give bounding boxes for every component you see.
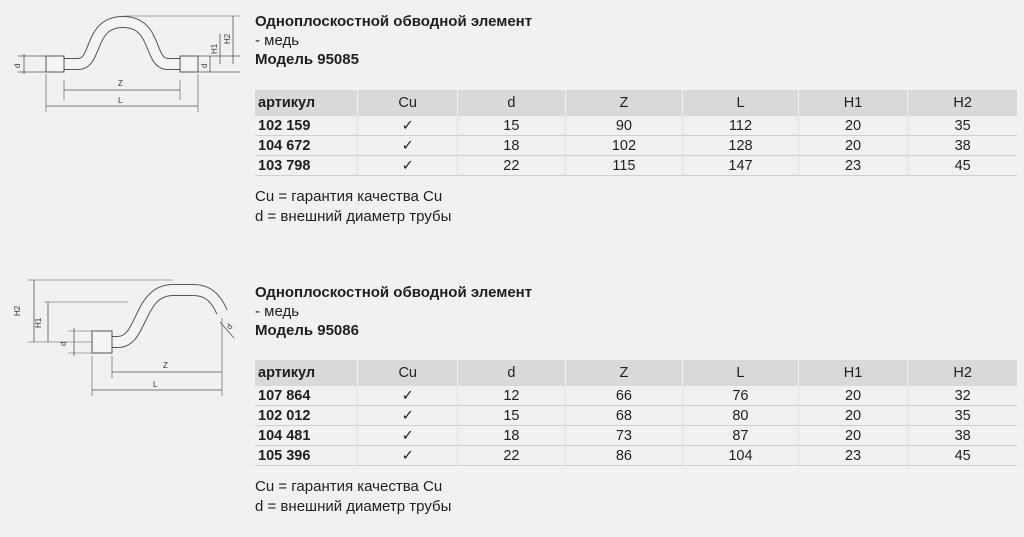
material-line: - медь — [255, 303, 300, 320]
dim-h1: H1 — [210, 43, 219, 54]
cell-z: 73 — [565, 426, 682, 446]
cell-h1: 20 — [798, 426, 908, 446]
col-d: d — [458, 360, 566, 386]
model-name: Модель 95086 — [255, 322, 359, 339]
crossover-drawing-95086 — [8, 268, 248, 408]
cell-z: 115 — [565, 156, 683, 176]
cell-d: 15 — [458, 406, 566, 426]
cell-z: 86 — [565, 446, 682, 466]
dim-h1: H1 — [34, 317, 43, 328]
table-header-row — [255, 90, 1017, 116]
crossover-drawing-95085 — [8, 8, 248, 118]
cell-article: 107 864 — [255, 386, 358, 406]
col-article: артикул — [255, 360, 358, 386]
col-l: L — [683, 90, 799, 116]
cell-d: 18 — [458, 136, 566, 156]
cell-d: 15 — [458, 116, 566, 136]
cell-h1: 23 — [798, 446, 908, 466]
cell-cu-check: ✓ — [358, 386, 458, 406]
col-h1: H1 — [798, 360, 908, 386]
dim-d-left: d — [59, 341, 68, 346]
cell-l: 147 — [683, 156, 799, 176]
product-title: Одноплоскостной обводной элемент — [255, 284, 533, 301]
cell-cu-check: ✓ — [358, 156, 458, 176]
cell-h2: 35 — [908, 406, 1017, 426]
cell-d: 12 — [458, 386, 566, 406]
note-d: d = внешний диаметр трубы — [255, 208, 452, 225]
cell-article: 102 012 — [255, 406, 358, 426]
note-cu: Cu = гарантия качества Cu — [255, 188, 443, 205]
cell-cu-check: ✓ — [358, 136, 458, 156]
table-row — [255, 386, 1017, 406]
cell-h2: 45 — [908, 446, 1017, 466]
spec-table — [255, 90, 1017, 176]
cell-cu-check: ✓ — [358, 446, 458, 466]
cell-cu-check: ✓ — [358, 406, 458, 426]
cell-l: 76 — [683, 386, 799, 406]
cell-article: 104 672 — [255, 136, 358, 156]
table-row — [255, 136, 1017, 156]
product-info — [255, 12, 532, 70]
col-d: d — [458, 90, 566, 116]
dim-z: Z — [163, 361, 168, 370]
col-h2: H2 — [908, 90, 1017, 116]
col-h1: H1 — [798, 90, 908, 116]
cell-d: 22 — [458, 156, 566, 176]
cell-h2: 38 — [908, 136, 1017, 156]
cell-article: 103 798 — [255, 156, 358, 176]
cell-cu-check: ✓ — [358, 426, 458, 446]
material-line: - медь — [255, 32, 300, 49]
dim-z: Z — [118, 79, 123, 88]
notes — [255, 477, 451, 517]
dim-l: L — [118, 96, 123, 105]
table-header-row — [255, 360, 1017, 386]
cell-h1: 20 — [798, 406, 908, 426]
cell-h2: 32 — [908, 386, 1017, 406]
cell-l: 112 — [683, 116, 799, 136]
cell-h1: 20 — [798, 386, 908, 406]
cell-z: 68 — [565, 406, 682, 426]
table-row — [255, 156, 1017, 176]
crossover-diagram — [8, 268, 248, 408]
table-row — [255, 426, 1017, 446]
cell-d: 18 — [458, 426, 566, 446]
crossover-diagram — [8, 8, 248, 118]
cell-article: 102 159 — [255, 116, 358, 136]
dim-d-right: d — [224, 322, 235, 332]
table-row — [255, 446, 1017, 466]
spec-table — [255, 360, 1017, 466]
cell-z: 66 — [565, 386, 682, 406]
col-z: Z — [565, 360, 682, 386]
notes — [255, 187, 451, 227]
note-d: d = внешний диаметр трубы — [255, 498, 452, 515]
col-h2: H2 — [908, 360, 1017, 386]
col-article: артикул — [255, 90, 358, 116]
note-cu: Cu = гарантия качества Cu — [255, 478, 443, 495]
col-z: Z — [565, 90, 683, 116]
dim-h2: H2 — [13, 305, 22, 316]
cell-h2: 35 — [908, 116, 1017, 136]
dim-d-right: d — [200, 63, 209, 68]
cell-z: 102 — [565, 136, 683, 156]
product-info — [255, 283, 532, 341]
cell-article: 104 481 — [255, 426, 358, 446]
cell-l: 128 — [683, 136, 799, 156]
dim-h2: H2 — [223, 33, 232, 44]
cell-h1: 20 — [798, 116, 908, 136]
cell-l: 87 — [683, 426, 799, 446]
cell-cu-check: ✓ — [358, 116, 458, 136]
table-row — [255, 406, 1017, 426]
dim-l: L — [153, 380, 158, 389]
cell-h2: 38 — [908, 426, 1017, 446]
cell-article: 105 396 — [255, 446, 358, 466]
cell-l: 104 — [683, 446, 799, 466]
cell-z: 90 — [565, 116, 683, 136]
cell-h1: 23 — [798, 156, 908, 176]
cell-l: 80 — [683, 406, 799, 426]
cell-h2: 45 — [908, 156, 1017, 176]
cell-d: 22 — [458, 446, 566, 466]
cell-h1: 20 — [798, 136, 908, 156]
model-name: Модель 95085 — [255, 51, 359, 68]
col-cu: Cu — [358, 90, 458, 116]
col-l: L — [683, 360, 799, 386]
dim-d-left: d — [13, 63, 22, 68]
col-cu: Cu — [358, 360, 458, 386]
table-row — [255, 116, 1017, 136]
product-title: Одноплоскостной обводной элемент — [255, 13, 533, 30]
